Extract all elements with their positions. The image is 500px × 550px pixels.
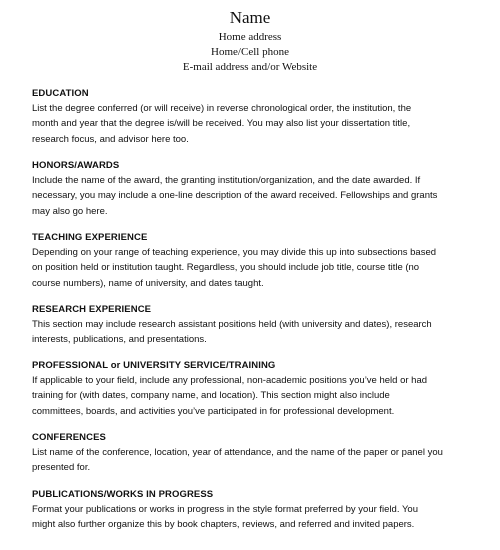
section-heading: EDUCATION: [32, 88, 89, 99]
section-research-experience: [32, 303, 477, 348]
section-body: If applicable to your field, include any professional, non-academic positions you’ve held or had training for (with dates, company name, and location). This section might also include committees, boards, and activities you’ve participated in for professional development.: [32, 375, 428, 417]
section-heading: HONORS/AWARDS: [32, 160, 120, 171]
section-publications: [32, 488, 477, 533]
resume-name: Name: [229, 8, 271, 27]
section-heading: RESEARCH EXPERIENCE: [32, 304, 152, 315]
section-body: This section may include research assistant positions held (with university and dates), research interests, publications, and presentations.: [32, 319, 432, 346]
section-honors-awards: [32, 159, 477, 219]
section-body: List name of the conference, location, year of attendance, and the name of the paper or panel you presented for.: [32, 447, 443, 474]
email-website: E-mail address and/or Website: [182, 61, 318, 73]
section-body: Format your publications or works in progress in the style format preferred by your field. You might also further organize this by book chapters, reviews, and referred and invited papers.: [32, 504, 418, 531]
section-heading: PUBLICATIONS/WORKS IN PROGRESS: [32, 489, 214, 500]
section-teaching-experience: [32, 231, 477, 291]
section-body: List the degree conferred (or will receive) in reverse chronological order, the institution, the month and year that the degree is/will be received. You may also list your dissertation title, research focus, and advisor here too.: [32, 103, 412, 145]
home-address: Home address: [218, 31, 282, 43]
section-body: Include the name of the award, the granting institution/organization, and the date awarded. If necessary, you may include a one-line description of the award received. Fellowships and grants may also go here.: [32, 175, 438, 217]
section-heading: TEACHING EXPERIENCE: [32, 232, 148, 243]
section-heading: PROFESSIONAL or UNIVERSITY SERVICE/TRAINING: [32, 360, 276, 371]
section-professional-service: [32, 359, 477, 419]
section-heading: CONFERENCES: [32, 432, 106, 443]
home-cell-phone: Home/Cell phone: [211, 46, 289, 58]
section-conferences: [32, 431, 477, 476]
section-body: Depending on your range of teaching experience, you may divide this up into subsections based on position held or institution taught. Regardless, you should include job title, course title (no course numbers), name of university, and dates taught.: [32, 247, 437, 289]
section-education: [32, 87, 477, 147]
